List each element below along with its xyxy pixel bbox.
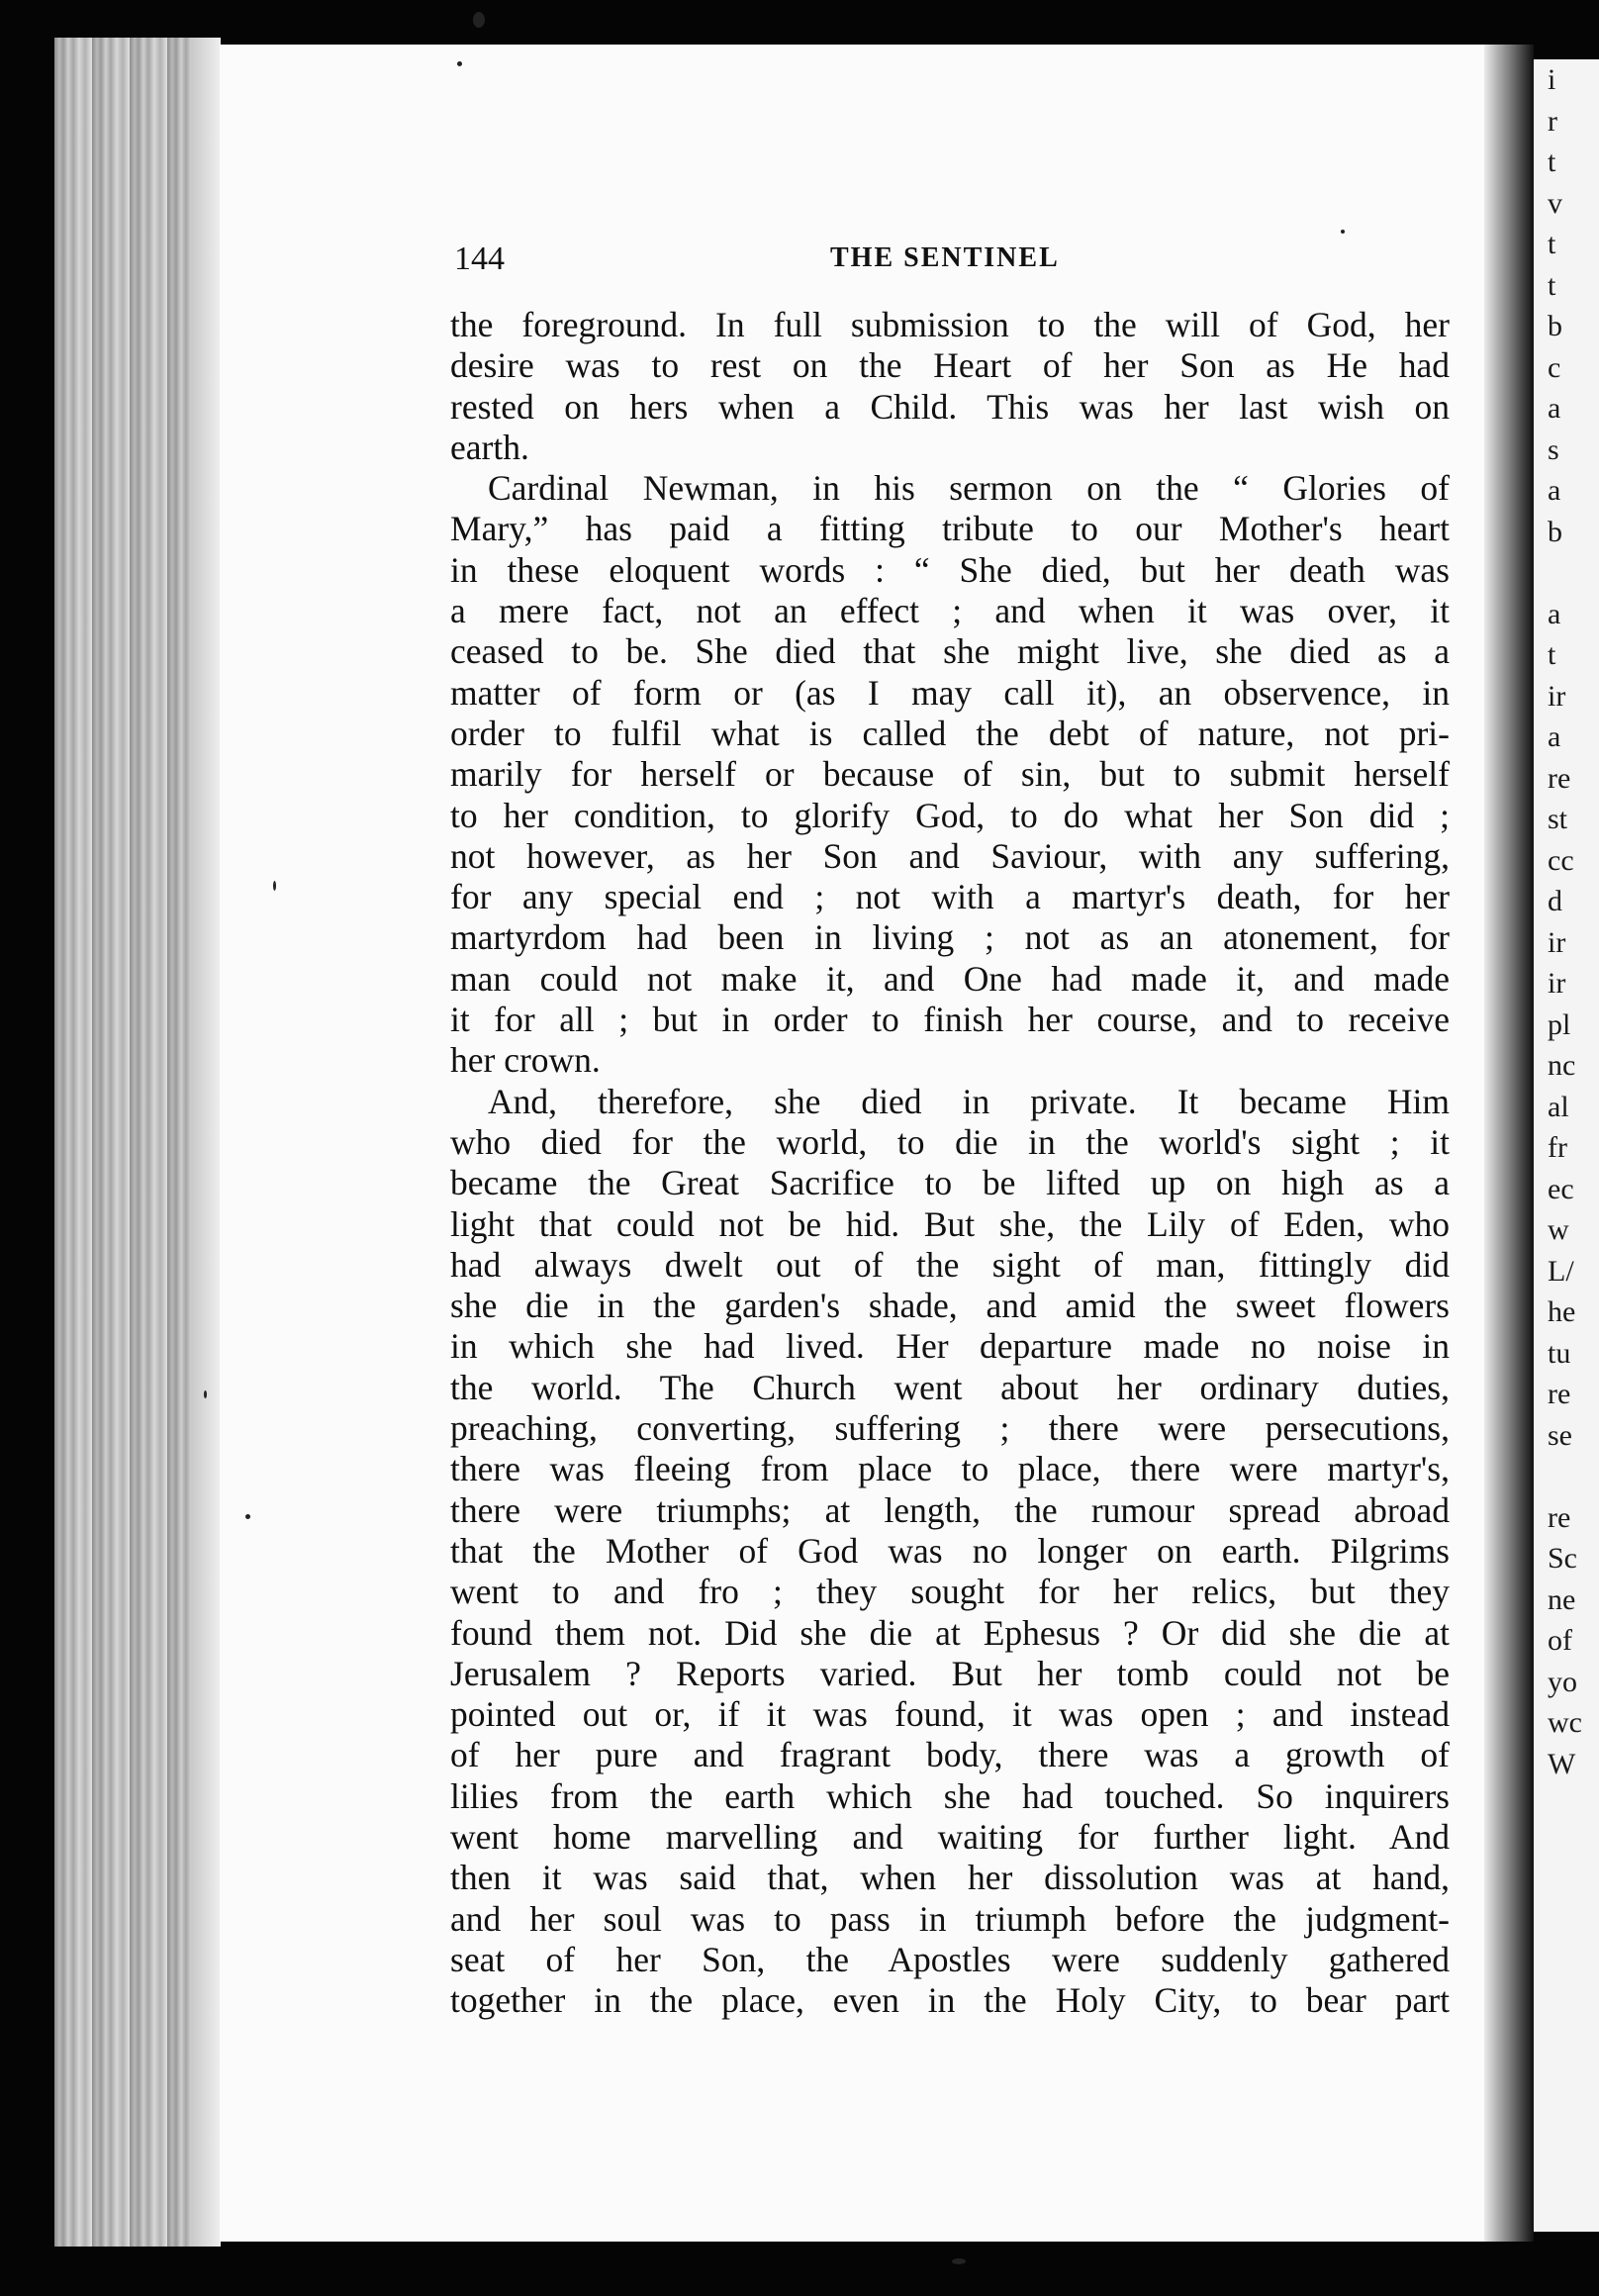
facing-page-line: ne [1548,1582,1576,1616]
text-line: ceased to be. She died that she might live, she died as a [450,631,1450,672]
text-line: martyrdom had been in living ; not as an atonement, for [450,917,1450,958]
text-line: she die in the garden's shade, and amid the sweet flowers [450,1286,1450,1326]
facing-page-line: pl [1548,1007,1571,1041]
text-line: her crown. [450,1040,601,1081]
facing-page-line: re [1548,1500,1571,1534]
facing-page-line: fr [1548,1131,1567,1164]
facing-page-line: se [1548,1418,1572,1452]
text-line: for any special end ; not with a martyr's death, for her [450,877,1450,917]
facing-page-line: ir [1548,925,1566,959]
facing-page-line: t [1548,268,1556,302]
text-line: then it was said that, when her dissolution was at hand, [450,1858,1450,1898]
gutter-shadow [1484,45,1534,2242]
text-line: man could not make it, and One had made it, and made [450,958,1450,999]
text-line: together in the place, even in the Holy City, to bear part [450,1980,1450,2021]
text-line: rested on hers when a Child. This was her last wish on [450,386,1450,427]
facing-page-line [1534,1456,1599,1497]
facing-page-line: d [1548,885,1562,917]
text-line: to her condition, to glorify God, to do what her Son did ; [450,795,1450,835]
facing-page [1534,59,1599,2232]
facing-page-line: Sc [1548,1542,1577,1575]
text-line: in which she had lived. Her departure made no noise in [450,1326,1450,1367]
facing-page-line: r [1548,104,1557,138]
text-line: in these eloquent words : “ She died, but her death was [450,549,1450,590]
facing-page-line [1534,552,1599,594]
text-line: who died for the world, to die in the world's sight ; it [450,1121,1450,1162]
running-head: THE SENTINEL [830,242,1060,273]
facing-page-line: ec [1548,1172,1574,1205]
text-line: Cardinal Newman, in his sermon on the “ Glories of [488,468,1450,509]
text-line: marily for herself or because of sin, but to submit herself [450,754,1450,795]
text-line: not however, as her Son and Saviour, with any suffering, [450,835,1450,876]
text-line: seat of her Son, the Apostles were suddenly gathered [450,1939,1450,1979]
text-line: had always dwelt out of the sight of man, fittingly did [450,1244,1450,1285]
text-line: a mere fact, not an effect ; and when it was over, it [450,591,1450,631]
text-line: of her pure and fragrant body, there was a growth of [450,1735,1450,1775]
facing-page-text [1534,59,1599,1784]
facing-page-line: a [1548,474,1561,507]
facing-page-line: re [1548,1378,1571,1410]
text-line: went to and fro ; they sought for her relics, but they [450,1572,1450,1612]
facing-page-line: tu [1548,1336,1571,1370]
facing-page-line: he [1548,1295,1576,1328]
facing-page-line: t [1548,145,1556,178]
text-line: Jerusalem ? Reports varied. But her tomb could not be [450,1653,1450,1693]
text-line: earth. [450,427,529,467]
facing-page-line: ir [1548,679,1566,713]
text-line: lilies from the earth which she had touched. So inquirers [450,1775,1450,1816]
facing-page-line: b [1548,515,1562,548]
facing-page-line: re [1548,761,1571,795]
facing-page-line: v [1548,186,1562,220]
text-line: became the Great Sacrifice to be lifted up on high as a [450,1163,1450,1203]
facing-page-line: ir [1548,967,1566,1000]
facing-page-line: b [1548,310,1562,342]
facing-page-line: yo [1548,1665,1577,1698]
facing-page-line: L/ [1548,1254,1574,1288]
text-line: and her soul was to pass in triumph before the judgment- [450,1898,1450,1939]
text-line: matter of form or (as I may call it), an observence, in [450,672,1450,713]
facing-page-line: st [1548,803,1568,835]
facing-page-line: i [1548,63,1556,96]
facing-page-line: a [1548,720,1561,753]
text-line: there were triumphs; at length, the rumour spread abroad [450,1489,1450,1530]
text-line: preaching, converting, suffering ; there were persecutions, [450,1408,1450,1449]
facing-page-line: cc [1548,843,1574,877]
page-edges [54,38,221,2247]
text-line: And, therefore, she died in private. It became Him [488,1081,1450,1121]
body-text [450,305,1450,2021]
facing-page-line: of [1548,1624,1572,1657]
facing-page-line: W [1548,1747,1576,1780]
page-number: 144 [454,240,505,277]
facing-page-line: al [1548,1090,1569,1123]
text-line: Mary,” has paid a fitting tribute to our Mother's heart [450,509,1450,549]
facing-page-line: w [1548,1213,1569,1246]
text-line: pointed out or, if it was found, it was open ; and instead [450,1694,1450,1735]
facing-page-line: s [1548,432,1559,466]
text-line: the foreground. In full submission to the will of God, her [450,305,1450,344]
text-line: desire was to rest on the Heart of her Son as He had [450,345,1450,386]
facing-page-line: a [1548,597,1561,630]
page-header [454,240,1454,290]
facing-page-line: t [1548,638,1556,671]
text-line: found them not. Did she die at Ephesus ? Or did she die at [450,1612,1450,1653]
text-line: it for all ; but in order to finish her course, and to receive [450,1000,1450,1040]
facing-page-line: nc [1548,1049,1576,1082]
facing-page-line: wc [1548,1706,1582,1739]
text-line: that the Mother of God was no longer on earth. Pilgrims [450,1530,1450,1571]
facing-page-line: t [1548,228,1556,260]
text-line: light that could not be hid. But she, the Lily of Eden, who [450,1203,1450,1244]
facing-page-line: a [1548,392,1561,425]
text-line: the world. The Church went about her ordinary duties, [450,1367,1450,1407]
text-line: went home marvelling and waiting for further light. And [450,1816,1450,1857]
text-line: order to fulfil what is called the debt of nature, not pri- [450,713,1450,753]
text-line: there was fleeing from place to place, there were martyr's, [450,1449,1450,1489]
facing-page-line: c [1548,350,1561,384]
